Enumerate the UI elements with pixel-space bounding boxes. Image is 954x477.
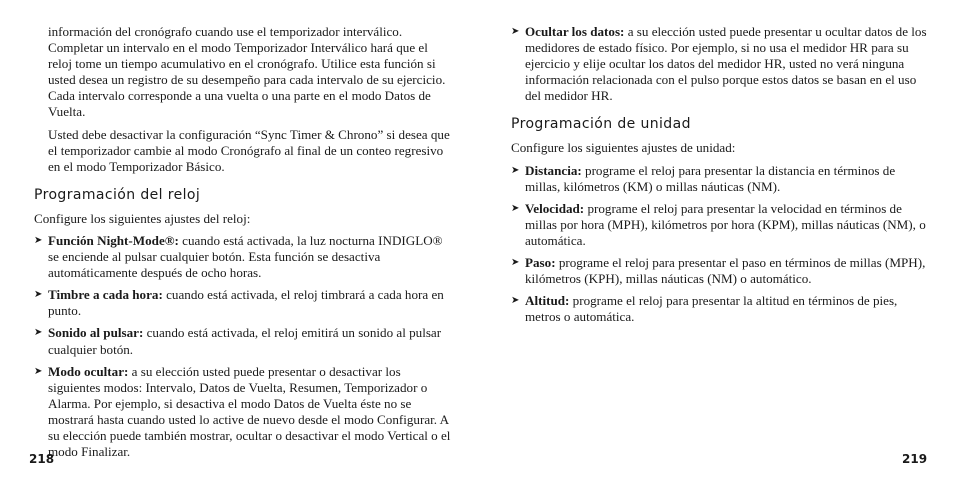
bullet-arrow-icon: ➤ <box>34 234 43 246</box>
bullet-arrow-icon: ➤ <box>511 257 520 269</box>
item-term: Velocidad: <box>525 200 585 216</box>
item-text: cuando está activada, la luz nocturna INDIGLO® se enciende al pulsar cualquier botón. Esta función se desactiva automáticamente después de ocho horas. <box>48 232 443 281</box>
item-text: programe el reloj para presentar la altitud en términos de pies, metros o automática. <box>525 293 898 325</box>
left-column <box>34 24 454 466</box>
list-item <box>511 163 927 195</box>
item-text: a su elección usted puede presentar u ocultar datos de los medidores de estado físico. Por ejemplo, si no usa el medidor HR para su ejercicio y elije ocultar los datos del medidor HR, usted no verá ninguna información relacionada con el pulso porque estos datos se basan en el uso del medidor HR. <box>525 24 927 104</box>
item-term: Función Night-Mode®: <box>48 232 179 248</box>
list-item <box>34 364 454 461</box>
item-term: Paso: <box>525 255 556 271</box>
list-item <box>34 325 454 357</box>
section-lead: Configure los siguientes ajustes de unidad: <box>511 140 736 156</box>
section-heading-unit-settings: Programación de unidad <box>511 116 691 133</box>
item-text: cuando está activada, el reloj timbrará a cada hora en punto. <box>48 287 444 319</box>
bullet-arrow-icon: ➤ <box>511 164 520 176</box>
list-item <box>34 233 454 281</box>
item-text: programe el reloj para presentar la distancia en términos de millas, kilómetros (KM) o millas náuticas (NM). <box>525 162 896 194</box>
right-column <box>511 24 927 331</box>
sync-timer-paragraph: Usted debe desactivar la configuración “Sync Timer & Chrono” si desea que el temporizador cambie al modo Cronógrafo al final de un conteo regresivo en el modo Temporizador Básico. <box>48 126 450 174</box>
bullet-arrow-icon: ➤ <box>34 289 43 301</box>
item-text: programe el reloj para presentar la velocidad en términos de millas por hora (MPH), kilómetros por hora (KPM), millas náuticas (NM), o automática. <box>525 200 926 248</box>
list-item <box>511 255 927 287</box>
list-item <box>34 287 454 319</box>
item-term: Ocultar los datos: <box>525 24 625 39</box>
item-term: Sonido al pulsar: <box>48 325 144 341</box>
item-term: Distancia: <box>525 162 582 178</box>
page-number: 219 <box>902 452 928 466</box>
section-heading-watch-settings: Programación del reloj <box>34 186 201 203</box>
intro-paragraph: información del cronógrafo cuando use el temporizador interválico. Completar un intervalo en el modo Temporizador Interválico hará que el reloj tome un tiempo acumulativo en el cronógrafo. Utilice esta función si usted desea un registro de su desempeño para cada intervalo de su ejercicio. Cada intervalo corresponde a una vuelta o una parte en el modo Datos de Vuelta. <box>48 24 446 120</box>
watch-settings-list <box>34 233 454 460</box>
bullet-arrow-icon: ➤ <box>511 202 520 214</box>
list-item <box>511 201 927 249</box>
item-text: a su elección usted puede presentar o desactivar los siguientes modos: Intervalo, Datos de Vuelta, Resumen, Temporizador o Alarma. Por ejemplo, si desactiva el modo Datos de Vuelta éste no se mostrará hasta cuando usted lo active de nuevo desde el modo Configurar. A su elección puede también mostrar, ocultar o desactivar el modo Vertical o el modo Finalizar. <box>48 363 451 460</box>
bullet-arrow-icon: ➤ <box>34 327 43 339</box>
section-lead: Configure los siguientes ajustes del reloj: <box>34 210 251 226</box>
list-item <box>511 293 927 325</box>
page-number: 218 <box>29 452 55 466</box>
bullet-arrow-icon: ➤ <box>34 365 43 377</box>
right-page <box>477 0 954 477</box>
list-item <box>511 24 927 104</box>
item-term: Timbre a cada hora: <box>48 287 163 303</box>
item-text: cuando está activada, el reloj emitirá un sonido al pulsar cualquier botón. <box>48 325 442 357</box>
item-text: programe el reloj para presentar el paso en términos de millas (MPH), kilómetros (KPH), millas náuticas (NM) o automático. <box>525 255 926 287</box>
item-term: Modo ocultar: <box>48 363 129 379</box>
unit-settings-list <box>511 163 927 326</box>
bullet-arrow-icon: ➤ <box>511 26 520 37</box>
item-term: Altitud: <box>525 293 570 309</box>
bullet-arrow-icon: ➤ <box>511 295 520 307</box>
